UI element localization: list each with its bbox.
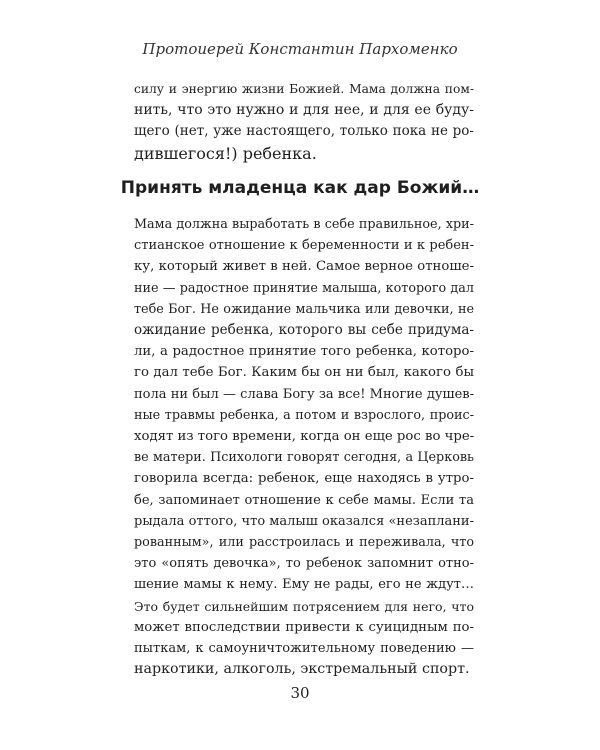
text-line: Это будет сильнейшим потрясением для него, что [134, 598, 474, 614]
text-line: говорила всегда: ребенок, еще находясь в утро- [134, 471, 474, 487]
text-line: наркотики, алкоголь, экстремальный спорт. [134, 661, 470, 678]
text-line: го дал тебе Бог. Каким бы он ни был, какого бы [134, 365, 474, 381]
text-line: силу и энергию жизни Божией. Мама должна пом- [134, 82, 474, 96]
text-line: ние — радостное принятие малыша, которого дал [134, 280, 474, 296]
intro-paragraph [134, 79, 474, 164]
page-number: 30 [290, 684, 310, 702]
text-line: рыдала оттого, что малыш оказался «незаплани- [134, 513, 474, 529]
body-paragraph [134, 214, 474, 680]
text-line: пола ни был — слава Богу за все! Многие душев- [134, 386, 474, 402]
text-line: щего (нет, уже настоящего, только пока не ро- [134, 123, 474, 140]
text-line: ли, а радостное принятие того ребенка, которо- [134, 344, 474, 360]
text-line: ходят из того времени, когда он еще рос во чре- [134, 429, 475, 445]
text-line: это «опять девочка», то ребенок запомнит отно- [134, 556, 474, 572]
text-line: ные травмы ребенка, а потом и взрослого, проис- [134, 407, 474, 423]
text-line: дившегося!) ребенка. [134, 143, 317, 163]
text-line: бе, запоминает отношение к себе мамы. Если та [134, 492, 474, 508]
text-line: ве матери. Психологи говорят сегодня, а Церковь [134, 450, 474, 466]
text-line: тебе Бог. Не ожидание мальчика или девочки, не [134, 301, 474, 317]
running-head: Протоиерей Константин Пархоменко [142, 40, 458, 58]
text-line: шение мамы к нему. Ему не рады, его не ждут… [134, 577, 474, 593]
text-line: может впоследствии привести к суицидным по- [134, 619, 474, 635]
text-line: Мама должна выработать в себе правильное, хри- [134, 217, 474, 232]
text-line: рованным», или расстроилась и переживала, что [134, 535, 474, 551]
text-line: нить, что это нужно и для нее, и для ее буду- [134, 102, 474, 119]
text-line: пыткам, к самоуничтожительному поведению — [134, 641, 474, 657]
text-line: ожидание ребенка, которого вы себе придума- [134, 322, 474, 339]
text-line: стианское отношение к беременности и к ребен- [134, 238, 474, 254]
section-heading: Принять младенца как дар Божий… [120, 178, 480, 198]
text-line: ку, который живет в ней. Самое верное отноше- [134, 259, 474, 275]
